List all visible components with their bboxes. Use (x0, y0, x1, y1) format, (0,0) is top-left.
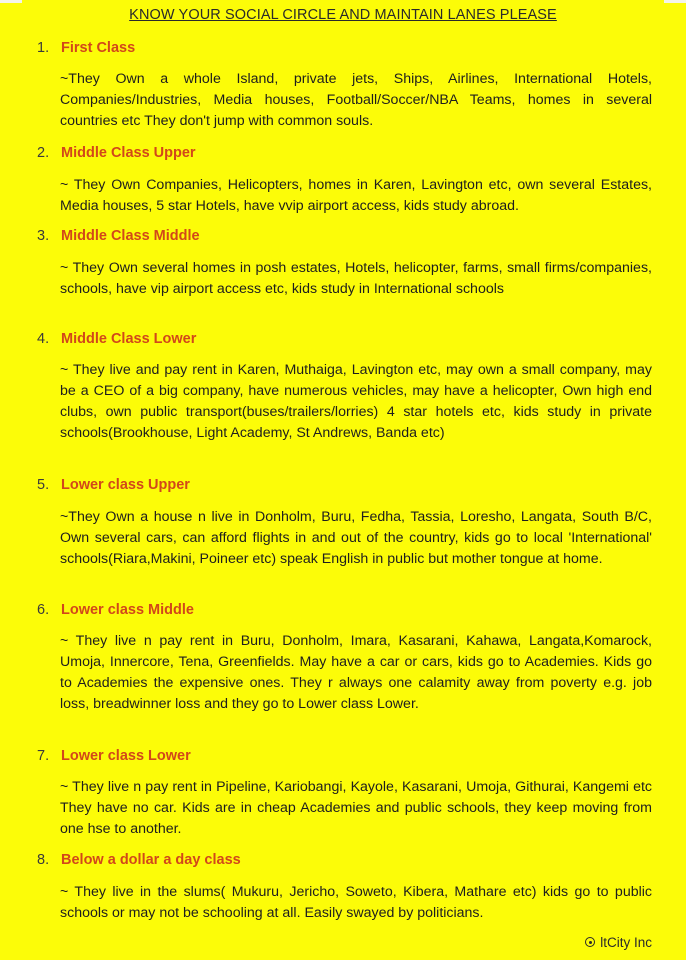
class-name: Below a dollar a day class (61, 852, 241, 868)
class-number: 1. (37, 40, 50, 56)
class-name: Middle Class Middle (61, 228, 200, 244)
class-description-8: ~ They live in the slums( Mukuru, Jericho, Soweto, Kibera, Mathare etc) kids go to public schools or may not be schooling at all. Easily swayed by politicians. (60, 884, 652, 921)
class-heading-2 (37, 145, 196, 161)
class-number: 3. (37, 228, 50, 244)
class-heading-4 (37, 331, 196, 347)
camera-lens-icon (585, 937, 595, 947)
class-heading-1 (37, 40, 135, 56)
document-title: KNOW YOUR SOCIAL CIRCLE AND MAINTAIN LANES PLEASE (129, 7, 557, 23)
class-description-6: ~ They live n pay rent in Buru, Donholm, Imara, Kasarani, Kahawa, Langata,Komarock, Umoja, Innercore, Tena, Greenfields. May have a car or cars, kids go to Academies. Kids go to Academies the expensive ones. They r always one calamity away from poverty e.g. job loss, breadwinner loss and they go to Lower class Lower. (60, 633, 652, 712)
class-heading-3 (37, 228, 200, 244)
class-heading-6 (37, 602, 194, 618)
class-number: 6. (37, 602, 50, 618)
class-heading-8 (37, 852, 241, 868)
credit-text: ltCity Inc (600, 935, 652, 950)
class-name: Lower class Lower (61, 748, 191, 764)
class-description-3: ~ They Own several homes in posh estates, Hotels, helicopter, farms, small firms/companies, schools, have vip airport access etc, kids study in International schools (60, 260, 652, 297)
class-number: 7. (37, 748, 50, 764)
class-number: 4. (37, 331, 50, 347)
class-name: Lower class Upper (61, 477, 190, 493)
class-description-4: ~ They live and pay rent in Karen, Muthaiga, Lavington etc, may own a small company, may be a CEO of a big company, have numerous vehicles, may have a helicopter, Own high end clubs, own public transport(buses/trailers/lorries) 4 star hotels etc, kids study in private schools(Brookhouse, Light Academy, St Andrews, Banda etc) (60, 362, 652, 441)
class-description-1: ~They Own a whole Island, private jets, Ships, Airlines, International Hotels, Companies/Industries, Media houses, Football/Soccer/NBA Teams, homes in several countries etc They don't jump with common souls. (60, 71, 652, 129)
class-name: First Class (61, 40, 136, 56)
class-description-7: ~ They live n pay rent in Pipeline, Kariobangi, Kayole, Kasarani, Umoja, Githurai, Kangemi etc They have no car. Kids are in cheap Academies and public schools, they keep moving from one hse to another. (60, 779, 652, 837)
class-name: Middle Class Upper (61, 145, 196, 161)
class-heading-7 (37, 748, 191, 764)
class-number: 2. (37, 145, 50, 161)
credit-line (585, 935, 652, 950)
class-name: Lower class Middle (61, 602, 194, 618)
page-corner-mark-right (664, 0, 686, 3)
class-number: 8. (37, 852, 50, 868)
class-number: 5. (37, 477, 50, 493)
class-heading-5 (37, 477, 190, 493)
class-name: Middle Class Lower (61, 331, 197, 347)
class-description-5: ~They Own a house n live in Donholm, Buru, Fedha, Tassia, Loresho, Langata, South B/C, Own several cars, can afford flights in and out of the country, kids go to local 'International' schools(Riara,Makini, Poineer etc) speak English in public but mother tongue at home. (60, 509, 652, 567)
class-description-2: ~ They Own Companies, Helicopters, homes in Karen, Lavington etc, own several Estates, Media houses, 5 star Hotels, have vvip airport access, kids study abroad. (60, 177, 652, 214)
page-corner-mark-left (0, 0, 22, 3)
